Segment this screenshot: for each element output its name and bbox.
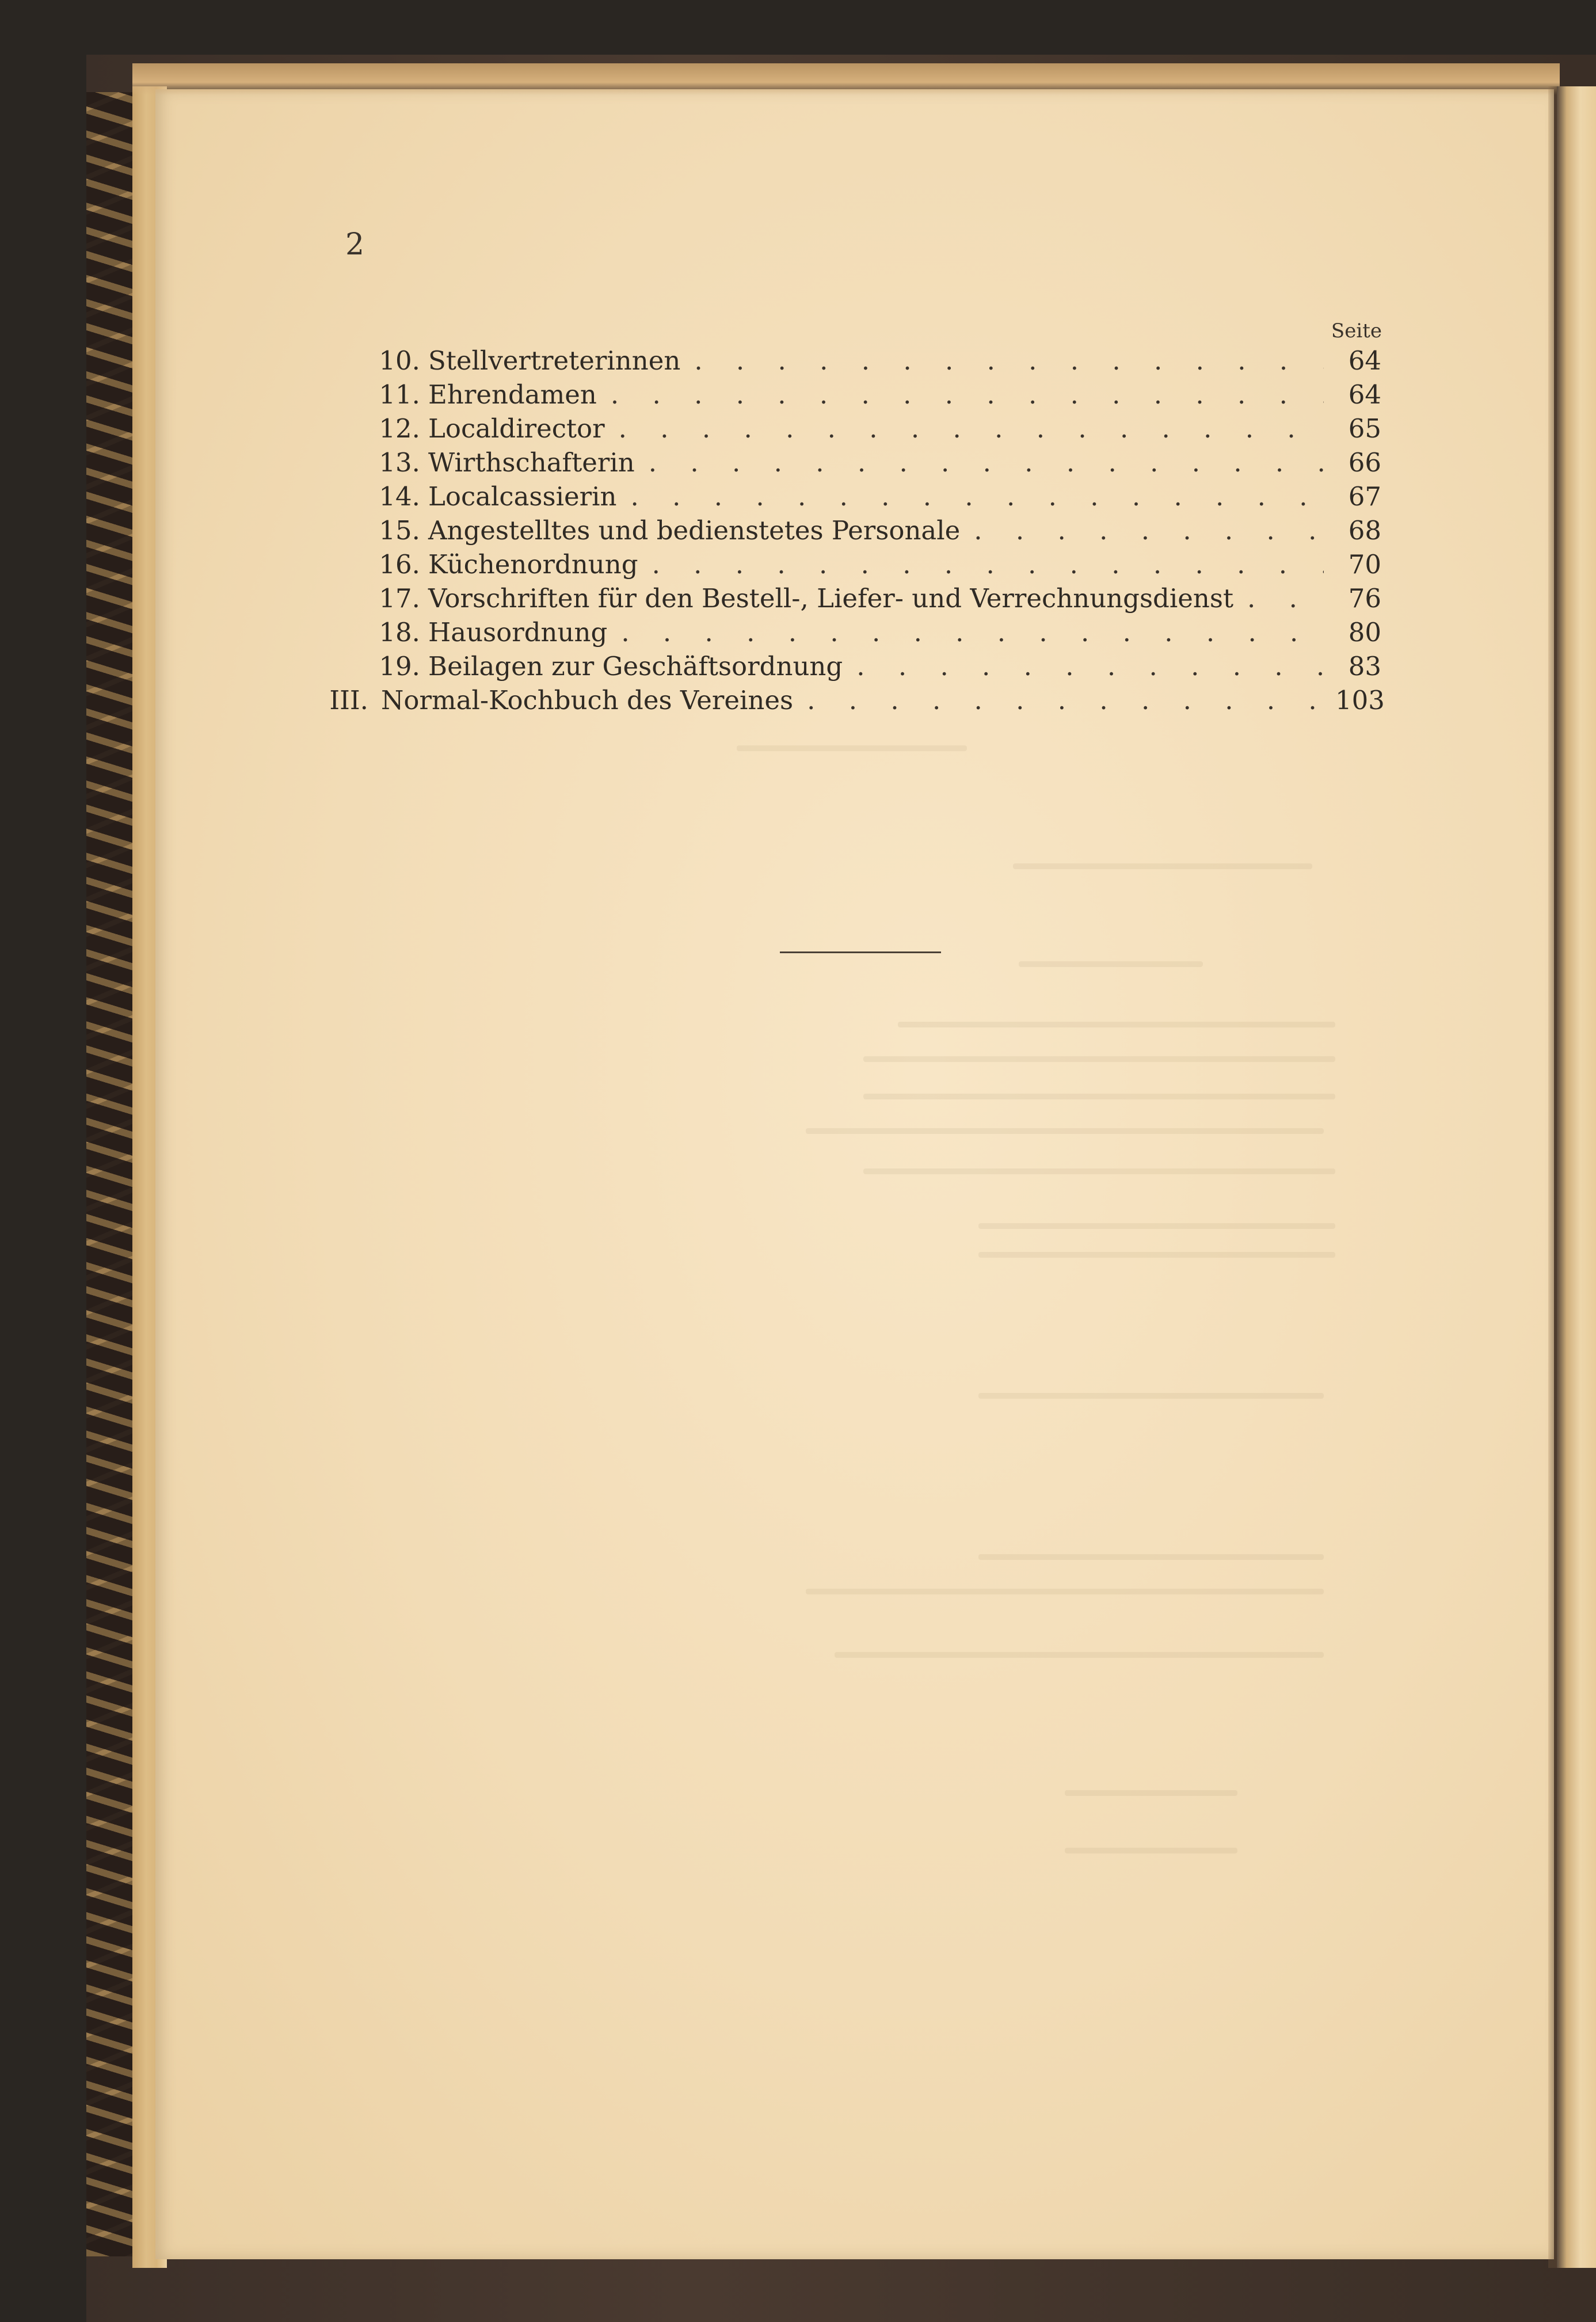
toc-leader-dots — [621, 617, 1324, 648]
toc-leader-dots — [611, 379, 1324, 410]
toc-entry — [368, 379, 1381, 413]
facing-page-edge — [1557, 86, 1596, 2268]
toc-entry-number: 18. — [379, 617, 420, 648]
toc-entry-page: 83 — [1348, 651, 1381, 682]
toc-entry-page: 103 — [1335, 685, 1385, 715]
toc-entry-title: Stellvertreterinnen — [428, 345, 681, 376]
toc-leader-dots — [619, 413, 1324, 444]
toc-entry — [368, 447, 1381, 481]
toc-entry-page: 80 — [1348, 617, 1381, 648]
toc-entry-page: 67 — [1348, 481, 1381, 512]
toc-entry-number: 15. — [379, 515, 420, 546]
toc-entry — [368, 515, 1381, 549]
toc-leader-dots — [856, 651, 1324, 682]
toc-leader-dots — [1247, 583, 1324, 614]
toc-entry-title: Ehrendamen — [428, 379, 597, 410]
toc-entry-number: 19. — [379, 651, 420, 682]
toc-entry-title: Vorschriften für den Bestell-, Liefer- und Verrechnungsdienst — [428, 583, 1234, 614]
page-gutter — [1548, 86, 1557, 2268]
toc-entry-page: 76 — [1348, 583, 1381, 614]
toc-entry-number: 11. — [379, 379, 420, 410]
table-of-contents — [329, 345, 1385, 719]
toc-entry-number: 10. — [379, 345, 420, 376]
toc-entry-title: Localdirector — [428, 413, 605, 444]
toc-entry-title: Küchenordnung — [428, 549, 638, 580]
toc-entry — [368, 481, 1381, 515]
toc-leader-dots — [974, 515, 1324, 546]
toc-entry-title: Hausordnung — [428, 617, 608, 648]
toc-entry — [368, 651, 1381, 685]
toc-entry — [329, 685, 1385, 719]
toc-entry — [368, 549, 1381, 583]
toc-entry-number: 14. — [379, 481, 420, 512]
toc-entry-number: 13. — [379, 447, 420, 478]
toc-entry-page: 66 — [1348, 447, 1381, 478]
toc-entry-page: 64 — [1348, 345, 1381, 376]
toc-entry-page: 68 — [1348, 515, 1381, 546]
toc-entry-page: 65 — [1348, 413, 1381, 444]
toc-entry — [368, 345, 1381, 379]
marbled-spine — [86, 92, 138, 2256]
toc-entry-title: Beilagen zur Geschäftsordnung — [428, 651, 843, 682]
toc-entry-number: 17. — [379, 583, 420, 614]
toc-entry-number: 12. — [379, 413, 420, 444]
toc-entry-title: Normal-Kochbuch des Vereines — [381, 685, 794, 715]
page-number: 2 — [345, 227, 365, 262]
toc-entry-number: III. — [329, 685, 368, 715]
toc-entry-title: Localcassierin — [428, 481, 617, 512]
toc-leader-dots — [694, 345, 1324, 376]
toc-leader-dots — [807, 685, 1324, 715]
worn-top-edge — [132, 63, 1560, 95]
divider-rule — [780, 951, 941, 953]
toc-entry — [368, 617, 1381, 651]
toc-entry-title: Angestelltes und bedienstetes Personale — [428, 515, 961, 546]
toc-entry-title: Wirthschafterin — [428, 447, 635, 478]
toc-entry-page: 64 — [1348, 379, 1381, 410]
toc-leader-dots — [652, 549, 1324, 580]
toc-entry — [368, 583, 1381, 617]
page-column-heading: Seite — [1331, 319, 1382, 342]
toc-leader-dots — [649, 447, 1324, 478]
toc-entry-page: 70 — [1348, 549, 1381, 580]
toc-entry — [368, 413, 1381, 447]
toc-leader-dots — [631, 481, 1324, 512]
toc-entry-number: 16. — [379, 549, 420, 580]
